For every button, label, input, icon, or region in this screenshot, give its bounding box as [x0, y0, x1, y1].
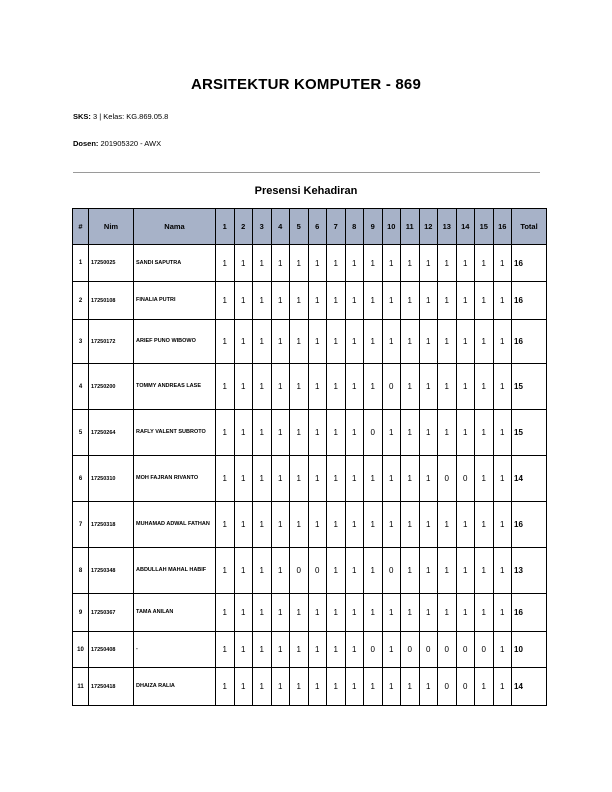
attendance-mark: 1	[253, 668, 272, 706]
column-header: 6	[308, 209, 327, 245]
attendance-total: 13	[512, 548, 547, 594]
attendance-mark: 1	[345, 502, 364, 548]
attendance-mark: 1	[290, 364, 309, 410]
attendance-mark: 1	[271, 632, 290, 668]
attendance-mark: 1	[216, 668, 235, 706]
attendance-mark: 1	[327, 456, 346, 502]
student-nim: 17250172	[89, 320, 134, 364]
attendance-mark: 1	[327, 502, 346, 548]
attendance-mark: 1	[364, 456, 383, 502]
attendance-mark: 1	[401, 502, 420, 548]
table-row	[73, 668, 547, 706]
attendance-mark: 1	[345, 410, 364, 456]
attendance-mark: 1	[327, 282, 346, 320]
attendance-mark: 1	[493, 668, 512, 706]
attendance-mark: 1	[327, 594, 346, 632]
attendance-mark: 1	[438, 502, 457, 548]
attendance-mark: 1	[493, 282, 512, 320]
student-name: RAFLY VALENT SUBROTO	[134, 410, 216, 456]
attendance-mark: 1	[382, 632, 401, 668]
row-number: 5	[73, 410, 89, 456]
student-name: TAMA ANILAN	[134, 594, 216, 632]
attendance-mark: 1	[327, 245, 346, 282]
row-number: 4	[73, 364, 89, 410]
attendance-mark: 1	[308, 632, 327, 668]
attendance-mark: 1	[290, 668, 309, 706]
attendance-mark: 1	[419, 282, 438, 320]
column-header: 13	[438, 209, 457, 245]
attendance-mark: 1	[234, 632, 253, 668]
attendance-mark: 1	[419, 456, 438, 502]
attendance-mark: 1	[493, 320, 512, 364]
attendance-total: 16	[512, 245, 547, 282]
attendance-mark: 1	[308, 456, 327, 502]
attendance-mark: 1	[216, 456, 235, 502]
attendance-mark: 1	[401, 594, 420, 632]
attendance-mark: 1	[493, 548, 512, 594]
attendance-mark: 1	[290, 502, 309, 548]
attendance-mark: 1	[456, 548, 475, 594]
attendance-mark: 1	[475, 456, 494, 502]
attendance-total: 15	[512, 364, 547, 410]
student-nim: 17250348	[89, 548, 134, 594]
attendance-mark: 1	[327, 548, 346, 594]
attendance-mark: 1	[382, 245, 401, 282]
attendance-mark: 1	[234, 320, 253, 364]
attendance-mark: 1	[253, 364, 272, 410]
student-nim: 17250264	[89, 410, 134, 456]
attendance-mark: 1	[290, 456, 309, 502]
attendance-mark: 1	[253, 456, 272, 502]
section-title: Presensi Kehadiran	[254, 185, 358, 197]
attendance-mark: 1	[456, 282, 475, 320]
student-name: MOH FAJRAN RIVANTO	[134, 456, 216, 502]
attendance-mark: 1	[382, 594, 401, 632]
attendance-mark: 1	[216, 320, 235, 364]
attendance-mark: 1	[234, 245, 253, 282]
attendance-mark: 1	[327, 364, 346, 410]
attendance-mark: 1	[253, 320, 272, 364]
attendance-mark: 1	[419, 594, 438, 632]
attendance-mark: 1	[364, 282, 383, 320]
attendance-mark: 1	[419, 502, 438, 548]
attendance-total: 14	[512, 668, 547, 706]
attendance-mark: 1	[438, 245, 457, 282]
column-header: 15	[475, 209, 494, 245]
attendance-mark: 1	[327, 320, 346, 364]
attendance-mark: 1	[438, 364, 457, 410]
attendance-mark: 1	[345, 632, 364, 668]
attendance-mark: 1	[401, 282, 420, 320]
attendance-mark: 1	[253, 502, 272, 548]
attendance-mark: 1	[253, 410, 272, 456]
attendance-mark: 1	[234, 502, 253, 548]
attendance-mark: 0	[364, 410, 383, 456]
column-header: 8	[345, 209, 364, 245]
attendance-mark: 1	[290, 632, 309, 668]
attendance-mark: 1	[475, 282, 494, 320]
attendance-mark: 1	[382, 668, 401, 706]
attendance-mark: 1	[216, 364, 235, 410]
student-name: MUHAMAD ADWAL FATHAN	[134, 502, 216, 548]
attendance-mark: 1	[290, 282, 309, 320]
attendance-mark: 0	[382, 364, 401, 410]
attendance-mark: 1	[419, 364, 438, 410]
attendance-mark: 1	[364, 502, 383, 548]
attendance-mark: 1	[401, 456, 420, 502]
attendance-mark: 1	[493, 632, 512, 668]
attendance-mark: 0	[364, 632, 383, 668]
attendance-mark: 1	[475, 594, 494, 632]
attendance-mark: 1	[290, 245, 309, 282]
attendance-mark: 1	[401, 245, 420, 282]
attendance-mark: 1	[438, 410, 457, 456]
attendance-mark: 1	[493, 245, 512, 282]
attendance-mark: 1	[308, 282, 327, 320]
attendance-mark: 0	[475, 632, 494, 668]
attendance-mark: 1	[475, 548, 494, 594]
column-header: 4	[271, 209, 290, 245]
attendance-mark: 1	[493, 502, 512, 548]
table-row	[73, 320, 547, 364]
attendance-mark: 1	[364, 320, 383, 364]
attendance-mark: 0	[290, 548, 309, 594]
attendance-total: 15	[512, 410, 547, 456]
attendance-mark: 1	[382, 502, 401, 548]
attendance-mark: 1	[234, 410, 253, 456]
attendance-mark: 1	[364, 594, 383, 632]
attendance-mark: 1	[364, 245, 383, 282]
attendance-mark: 0	[438, 668, 457, 706]
attendance-mark: 1	[382, 282, 401, 320]
attendance-mark: 1	[290, 594, 309, 632]
dosen-line	[73, 139, 161, 148]
attendance-mark: 1	[216, 548, 235, 594]
attendance-mark: 1	[253, 282, 272, 320]
attendance-mark: 1	[308, 502, 327, 548]
attendance-mark: 0	[438, 632, 457, 668]
attendance-total: 14	[512, 456, 547, 502]
attendance-mark: 1	[234, 282, 253, 320]
row-number: 10	[73, 632, 89, 668]
student-name: ARIEF PUNO WIBOWO	[134, 320, 216, 364]
attendance-mark: 1	[382, 320, 401, 364]
attendance-mark: 1	[234, 668, 253, 706]
attendance-mark: 1	[438, 282, 457, 320]
attendance-mark: 1	[271, 320, 290, 364]
attendance-mark: 1	[401, 320, 420, 364]
column-header: 7	[327, 209, 346, 245]
student-nim: 17250025	[89, 245, 134, 282]
attendance-mark: 1	[475, 502, 494, 548]
table-row	[73, 364, 547, 410]
attendance-mark: 1	[308, 668, 327, 706]
dosen-label: Dosen:	[73, 139, 99, 148]
attendance-mark: 1	[345, 282, 364, 320]
table-row	[73, 245, 547, 282]
column-header: 3	[253, 209, 272, 245]
attendance-mark: 1	[456, 502, 475, 548]
student-nim: 17250200	[89, 364, 134, 410]
column-header: 14	[456, 209, 475, 245]
column-header: 5	[290, 209, 309, 245]
attendance-mark: 1	[253, 632, 272, 668]
table-row	[73, 456, 547, 502]
attendance-mark: 1	[456, 364, 475, 410]
sks-label: SKS:	[73, 112, 91, 121]
column-header: Nim	[89, 209, 134, 245]
attendance-mark: 1	[271, 668, 290, 706]
table-row	[73, 548, 547, 594]
page-title: ARSITEKTUR KOMPUTER - 869	[190, 76, 422, 93]
table-row	[73, 594, 547, 632]
attendance-table	[72, 208, 547, 706]
attendance-mark: 1	[253, 594, 272, 632]
attendance-mark: 1	[216, 245, 235, 282]
attendance-mark: 1	[216, 632, 235, 668]
table-row	[73, 410, 547, 456]
attendance-mark: 1	[234, 456, 253, 502]
attendance-mark: 1	[438, 594, 457, 632]
attendance-mark: 1	[234, 548, 253, 594]
attendance-mark: 1	[401, 668, 420, 706]
attendance-mark: 1	[364, 668, 383, 706]
divider	[73, 172, 540, 173]
attendance-mark: 1	[308, 594, 327, 632]
column-header: 11	[401, 209, 420, 245]
attendance-mark: 1	[290, 320, 309, 364]
attendance-mark: 1	[216, 282, 235, 320]
attendance-mark: 1	[456, 320, 475, 364]
row-number: 6	[73, 456, 89, 502]
attendance-mark: 1	[456, 594, 475, 632]
attendance-mark: 1	[345, 668, 364, 706]
attendance-mark: 1	[253, 548, 272, 594]
attendance-mark: 1	[345, 364, 364, 410]
attendance-mark: 1	[308, 410, 327, 456]
attendance-mark: 0	[456, 456, 475, 502]
column-header: #	[73, 209, 89, 245]
attendance-mark: 1	[271, 364, 290, 410]
attendance-mark: 0	[308, 548, 327, 594]
attendance-total: 16	[512, 502, 547, 548]
attendance-mark: 1	[419, 410, 438, 456]
row-number: 7	[73, 502, 89, 548]
column-header: 1	[216, 209, 235, 245]
attendance-mark: 1	[345, 594, 364, 632]
attendance-mark: 0	[419, 632, 438, 668]
attendance-mark: 1	[493, 364, 512, 410]
attendance-mark: 1	[493, 410, 512, 456]
attendance-mark: 1	[364, 364, 383, 410]
attendance-mark: 1	[216, 502, 235, 548]
attendance-mark: 1	[419, 668, 438, 706]
attendance-mark: 1	[419, 245, 438, 282]
attendance-mark: 1	[401, 364, 420, 410]
dosen-value: 201905320 - AWX	[100, 139, 162, 148]
attendance-mark: 1	[216, 410, 235, 456]
attendance-total: 16	[512, 594, 547, 632]
column-header: 16	[493, 209, 512, 245]
student-nim: 17250367	[89, 594, 134, 632]
row-number: 9	[73, 594, 89, 632]
attendance-mark: 1	[438, 320, 457, 364]
attendance-mark: 1	[382, 410, 401, 456]
column-header: 12	[419, 209, 438, 245]
attendance-mark: 1	[216, 594, 235, 632]
attendance-mark: 1	[271, 502, 290, 548]
attendance-mark: 0	[401, 632, 420, 668]
attendance-total: 16	[512, 320, 547, 364]
column-header: 9	[364, 209, 383, 245]
attendance-mark: 1	[438, 548, 457, 594]
student-nim: 17250310	[89, 456, 134, 502]
attendance-mark: 1	[327, 668, 346, 706]
attendance-mark: 1	[345, 320, 364, 364]
attendance-mark: 1	[475, 245, 494, 282]
student-name: FINALIA PUTRI	[134, 282, 216, 320]
attendance-mark: 0	[438, 456, 457, 502]
student-name: DHAIZA RALIA	[134, 668, 216, 706]
attendance-mark: 0	[456, 668, 475, 706]
attendance-mark: 1	[456, 410, 475, 456]
attendance-total: 16	[512, 282, 547, 320]
attendance-mark: 1	[271, 282, 290, 320]
attendance-mark: 0	[456, 632, 475, 668]
student-name: ABDULLAH MAHAL HABIF	[134, 548, 216, 594]
attendance-mark: 0	[382, 548, 401, 594]
attendance-mark: 1	[364, 548, 383, 594]
attendance-mark: 1	[271, 594, 290, 632]
student-name: SANDI SAPUTRA	[134, 245, 216, 282]
table-row	[73, 632, 547, 668]
row-number: 11	[73, 668, 89, 706]
column-header: 2	[234, 209, 253, 245]
student-nim: 17250318	[89, 502, 134, 548]
attendance-mark: 1	[308, 320, 327, 364]
attendance-mark: 1	[308, 364, 327, 410]
attendance-mark: 1	[271, 548, 290, 594]
row-number: 2	[73, 282, 89, 320]
attendance-mark: 1	[308, 245, 327, 282]
column-header: Total	[512, 209, 547, 245]
attendance-mark: 1	[475, 320, 494, 364]
attendance-mark: 1	[271, 245, 290, 282]
attendance-mark: 1	[382, 456, 401, 502]
attendance-mark: 1	[493, 456, 512, 502]
attendance-mark: 1	[253, 245, 272, 282]
table-row	[73, 502, 547, 548]
column-header: Nama	[134, 209, 216, 245]
attendance-mark: 1	[401, 410, 420, 456]
attendance-mark: 1	[419, 548, 438, 594]
attendance-mark: 1	[345, 548, 364, 594]
attendance-mark: 1	[419, 320, 438, 364]
attendance-mark: 1	[290, 410, 309, 456]
student-nim: 17250408	[89, 632, 134, 668]
attendance-mark: 1	[234, 594, 253, 632]
attendance-mark: 1	[327, 410, 346, 456]
row-number: 3	[73, 320, 89, 364]
attendance-mark: 1	[401, 548, 420, 594]
sks-class-value: 3 | Kelas: KG.869.05.8	[93, 112, 169, 121]
attendance-mark: 1	[345, 245, 364, 282]
table-header-row	[73, 209, 547, 245]
attendance-mark: 1	[493, 594, 512, 632]
student-nim: 17250418	[89, 668, 134, 706]
attendance-mark: 1	[456, 245, 475, 282]
attendance-mark: 1	[327, 632, 346, 668]
student-nim: 17250108	[89, 282, 134, 320]
attendance-mark: 1	[475, 364, 494, 410]
row-number: 8	[73, 548, 89, 594]
row-number: 1	[73, 245, 89, 282]
sks-class-line	[73, 112, 168, 121]
student-name: TOMMY ANDREAS LASE	[134, 364, 216, 410]
attendance-mark: 1	[271, 456, 290, 502]
table-row	[73, 282, 547, 320]
attendance-mark: 1	[271, 410, 290, 456]
attendance-mark: 1	[345, 456, 364, 502]
attendance-mark: 1	[475, 668, 494, 706]
student-name: -	[134, 632, 216, 668]
attendance-mark: 1	[234, 364, 253, 410]
attendance-mark: 1	[475, 410, 494, 456]
attendance-total: 10	[512, 632, 547, 668]
column-header: 10	[382, 209, 401, 245]
